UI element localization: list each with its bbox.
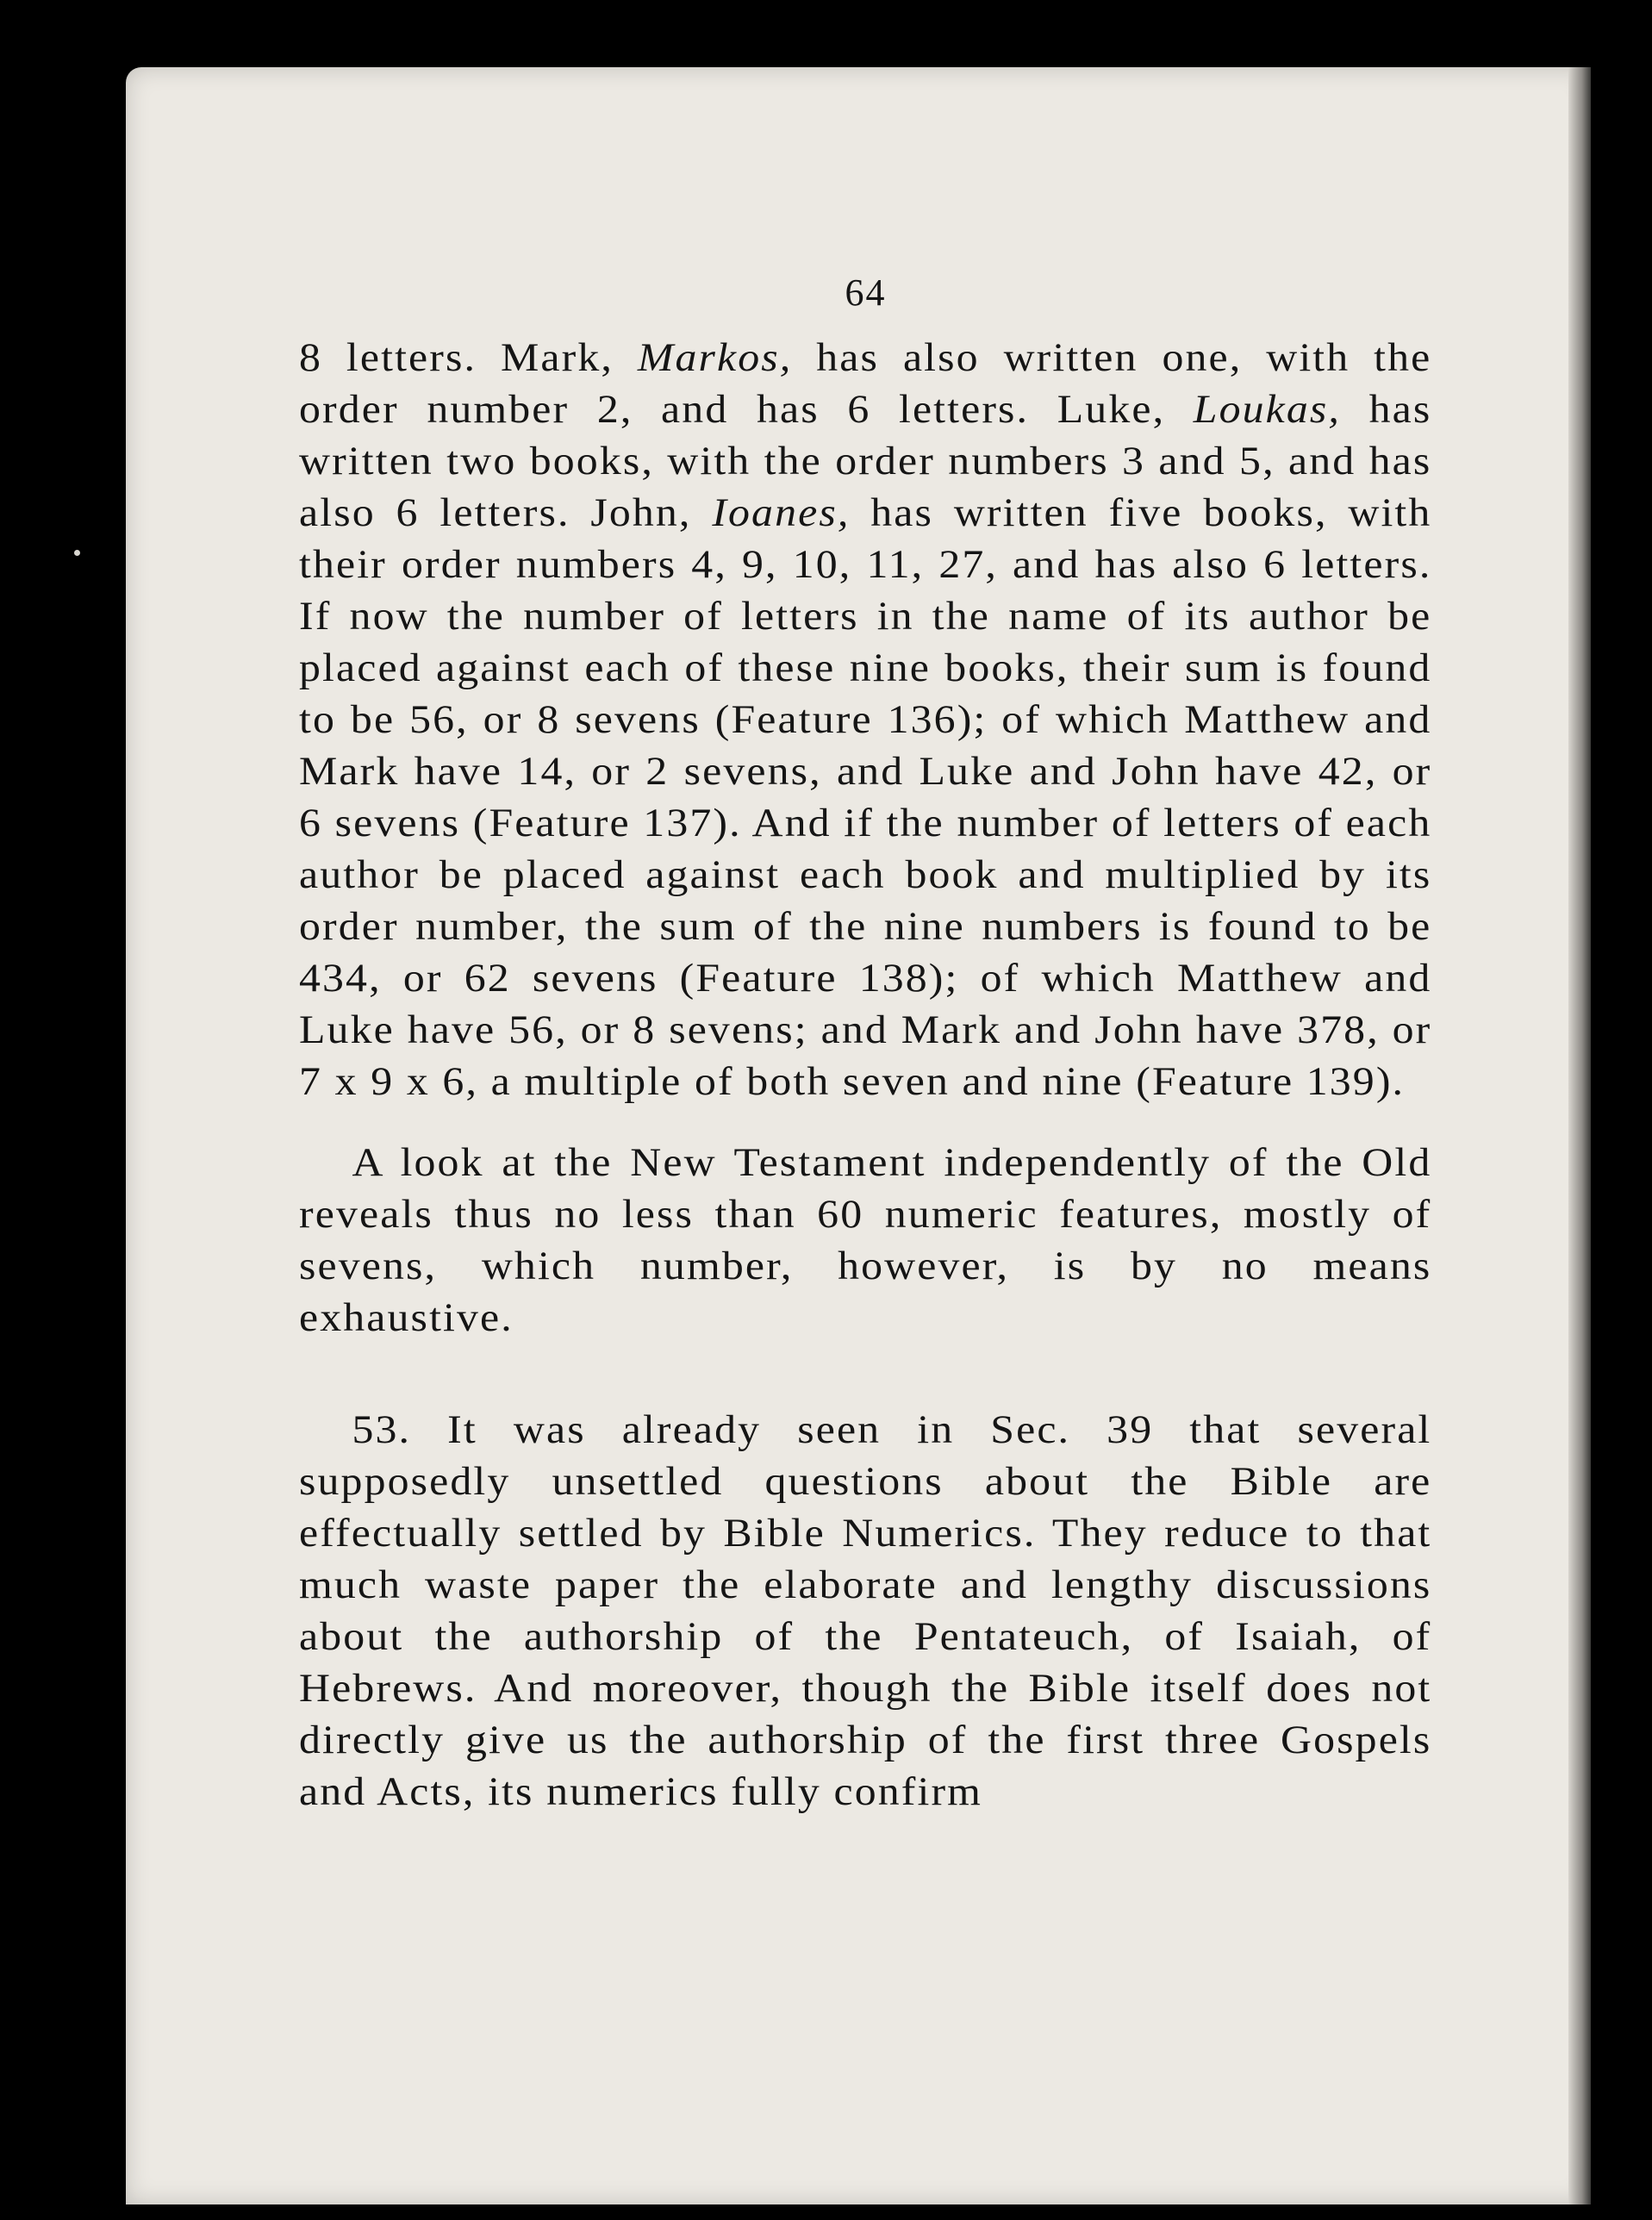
greek-name-ioanes: Ioanes, [712, 490, 851, 535]
scan-speck [74, 550, 80, 556]
page-number: 64 [845, 271, 887, 314]
paragraph-section-53: 53. It was already seen in Sec. 39 that several supposedly unsettled questions about the Bible are effectually settled by Bible Numerics. They reduce to that much waste paper the elaborate and lengthy discussions about the authorship of the Pentateuch, of Isaiah, of Hebrews. And moreover, though the Bible itself does not directly give us the authorship of the first three Gospels and Acts, its numerics fully confirm [299, 1407, 1432, 1814]
book-spine-shadow [1568, 67, 1591, 2204]
greek-name-loukas: Loukas, [1193, 387, 1342, 432]
greek-name-markos: Markos, [637, 335, 793, 380]
page-text-block [299, 271, 1432, 1818]
paragraph-summary: A look at the New Testament independently of the Old reveals thus no less than 60 numeric features, mostly of sevens, which number, however, is by no means exhaustive. [299, 1140, 1432, 1340]
paragraph-text: 8 letters. Mark, [299, 335, 638, 380]
paragraph-text: has written two books, with the order numbers 3 and 5, and has also 6 letters. John, [299, 387, 1432, 535]
paragraph-text: has written five books, with their order numbers 4, 9, 10, 11, 27, and has also 6 letters. If now the number of letters in the name of its author be placed against each of these nine books, their sum is found to be 56, or 8 sevens (Feature 136); of which Matthew and Mark have 14, or 2 sevens, and Luke and John have 42, or 6 sevens (Feature 137). And if the number of letters of each author be placed against each book and multiplied by its order number, the sum of the nine numbers is found to be 434, or 62 sevens (Feature 138); of which Matthew and Luke have 56, or 8 sevens; and Mark and John have 378, or 7 x 9 x 6, a multiple of both seven and nine (Feature 139). [299, 490, 1432, 1104]
paragraph-continued [299, 332, 1431, 1107]
paragraph-text: has also written one, with the order number 2, and has 6 letters. Luke, [299, 335, 1432, 432]
